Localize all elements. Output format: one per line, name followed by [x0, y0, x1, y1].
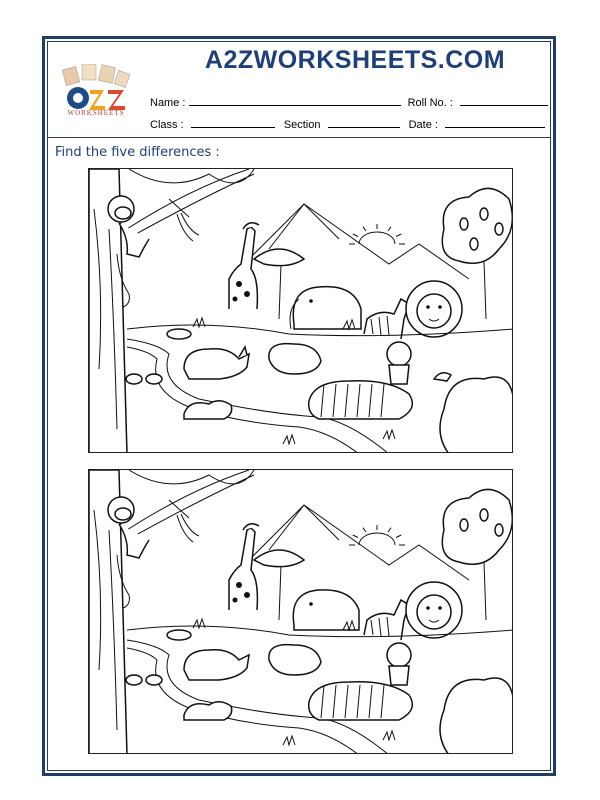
header-divider — [47, 137, 551, 138]
rhino-icon — [184, 347, 249, 379]
name-label: Name : — [150, 97, 186, 109]
sun-icon — [349, 525, 405, 545]
date-label: Date : — [408, 119, 438, 131]
roll-field[interactable] — [460, 95, 548, 106]
hippo-icon — [184, 702, 232, 720]
logo-subtext: WORKSHEETS — [67, 109, 125, 117]
lion-icon — [406, 281, 462, 337]
scene-top — [88, 168, 513, 453]
name-roll-row — [150, 95, 548, 109]
section-field[interactable] — [328, 117, 400, 128]
mountain-icon — [269, 505, 339, 550]
elephant-icon — [293, 590, 359, 630]
rhino-icon — [184, 650, 249, 680]
roll-label: Roll No. : — [407, 97, 453, 109]
site-title: A2ZWORKSHEETS.COM — [204, 46, 506, 74]
class-label: Class : — [150, 119, 184, 131]
date-field[interactable] — [445, 117, 545, 128]
sun-icon — [349, 224, 405, 244]
scene-top-art — [89, 169, 513, 453]
elephant-icon — [290, 287, 361, 329]
mountain-icon — [269, 204, 339, 249]
hippo-icon — [184, 401, 232, 419]
giraffe-icon — [229, 524, 259, 610]
section-label: Section — [283, 119, 321, 131]
zebra-icon — [364, 299, 409, 339]
class-section-date-row — [150, 117, 545, 131]
scene-bottom-art — [89, 470, 513, 754]
name-field[interactable] — [189, 95, 401, 106]
instruction-text: Find the five differences : — [55, 145, 220, 160]
scene-bottom — [88, 469, 513, 754]
zebra-icon — [364, 600, 409, 640]
tiger-icon — [309, 682, 413, 720]
giraffe-icon — [229, 223, 259, 309]
class-field[interactable] — [191, 117, 275, 128]
lion-icon — [406, 582, 462, 638]
logo-icon — [56, 64, 136, 128]
tiger-icon — [309, 381, 413, 419]
